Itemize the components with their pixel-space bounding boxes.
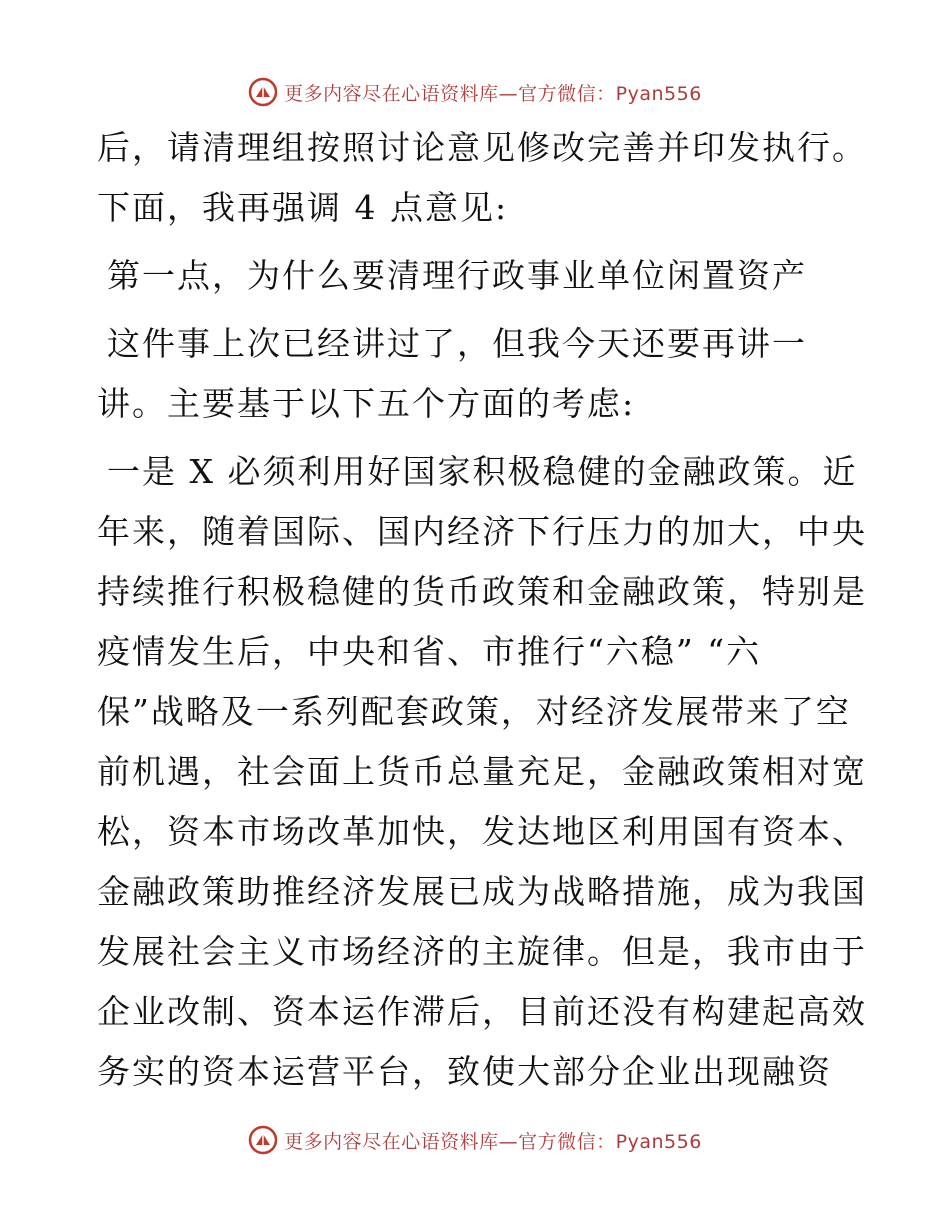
text-line-2: 下面，我再强调 4 点意见: <box>97 188 509 227</box>
watermark-text: 更多内容尽在心语资料库—官方微信：Pyan556 <box>284 1130 702 1153</box>
text-line-14: 发展社会主义市场经济的主旋律。但是，我市由于 <box>97 932 867 971</box>
book-quill-logo-icon <box>248 77 278 107</box>
text-line-12: 松，资本市场改革加快，发达地区利用国有资本、 <box>97 812 867 851</box>
text-line-7: 年来，随着国际、国内经济下行压力的加大，中央 <box>97 512 867 551</box>
text-line-1: 后，请清理组按照讨论意见修改完善并印发执行。 <box>97 128 867 167</box>
text-line-9: 疫情发生后，中央和省、市推行“六稳” “六 <box>97 632 762 671</box>
text-line-6: 一是 X 必须利用好国家积极稳健的金融政策。近 <box>107 452 858 491</box>
footer-watermark-banner <box>0 1120 950 1160</box>
document-body <box>97 118 867 1102</box>
text-line-10: 保”战略及一系列配套政策，对经济发展带来了空 <box>97 692 851 731</box>
text-line-4: 这件事上次已经讲过了，但我今天还要再讲一 <box>107 324 807 363</box>
section-heading: 第一点，为什么要清理行政事业单位闲置资产 <box>107 256 807 295</box>
watermark-text: 更多内容尽在心语资料库—官方微信：Pyan556 <box>284 82 702 105</box>
text-line-11: 前机遇，社会面上货币总量充足，金融政策相对宽 <box>97 752 867 791</box>
text-line-5: 讲。主要基于以下五个方面的考虑: <box>97 384 636 423</box>
header-watermark-banner <box>0 72 950 112</box>
text-line-13: 金融政策助推经济发展已成为战略措施，成为我国 <box>97 872 867 911</box>
text-line-8: 持续推行积极稳健的货币政策和金融政策，特别是 <box>97 572 867 611</box>
book-quill-logo-icon <box>248 1125 278 1155</box>
text-line-15: 企业改制、资本运作滞后，目前还没有构建起高效 <box>97 992 867 1031</box>
text-line-16: 务实的资本运营平台，致使大部分企业出现融资 <box>97 1052 832 1091</box>
